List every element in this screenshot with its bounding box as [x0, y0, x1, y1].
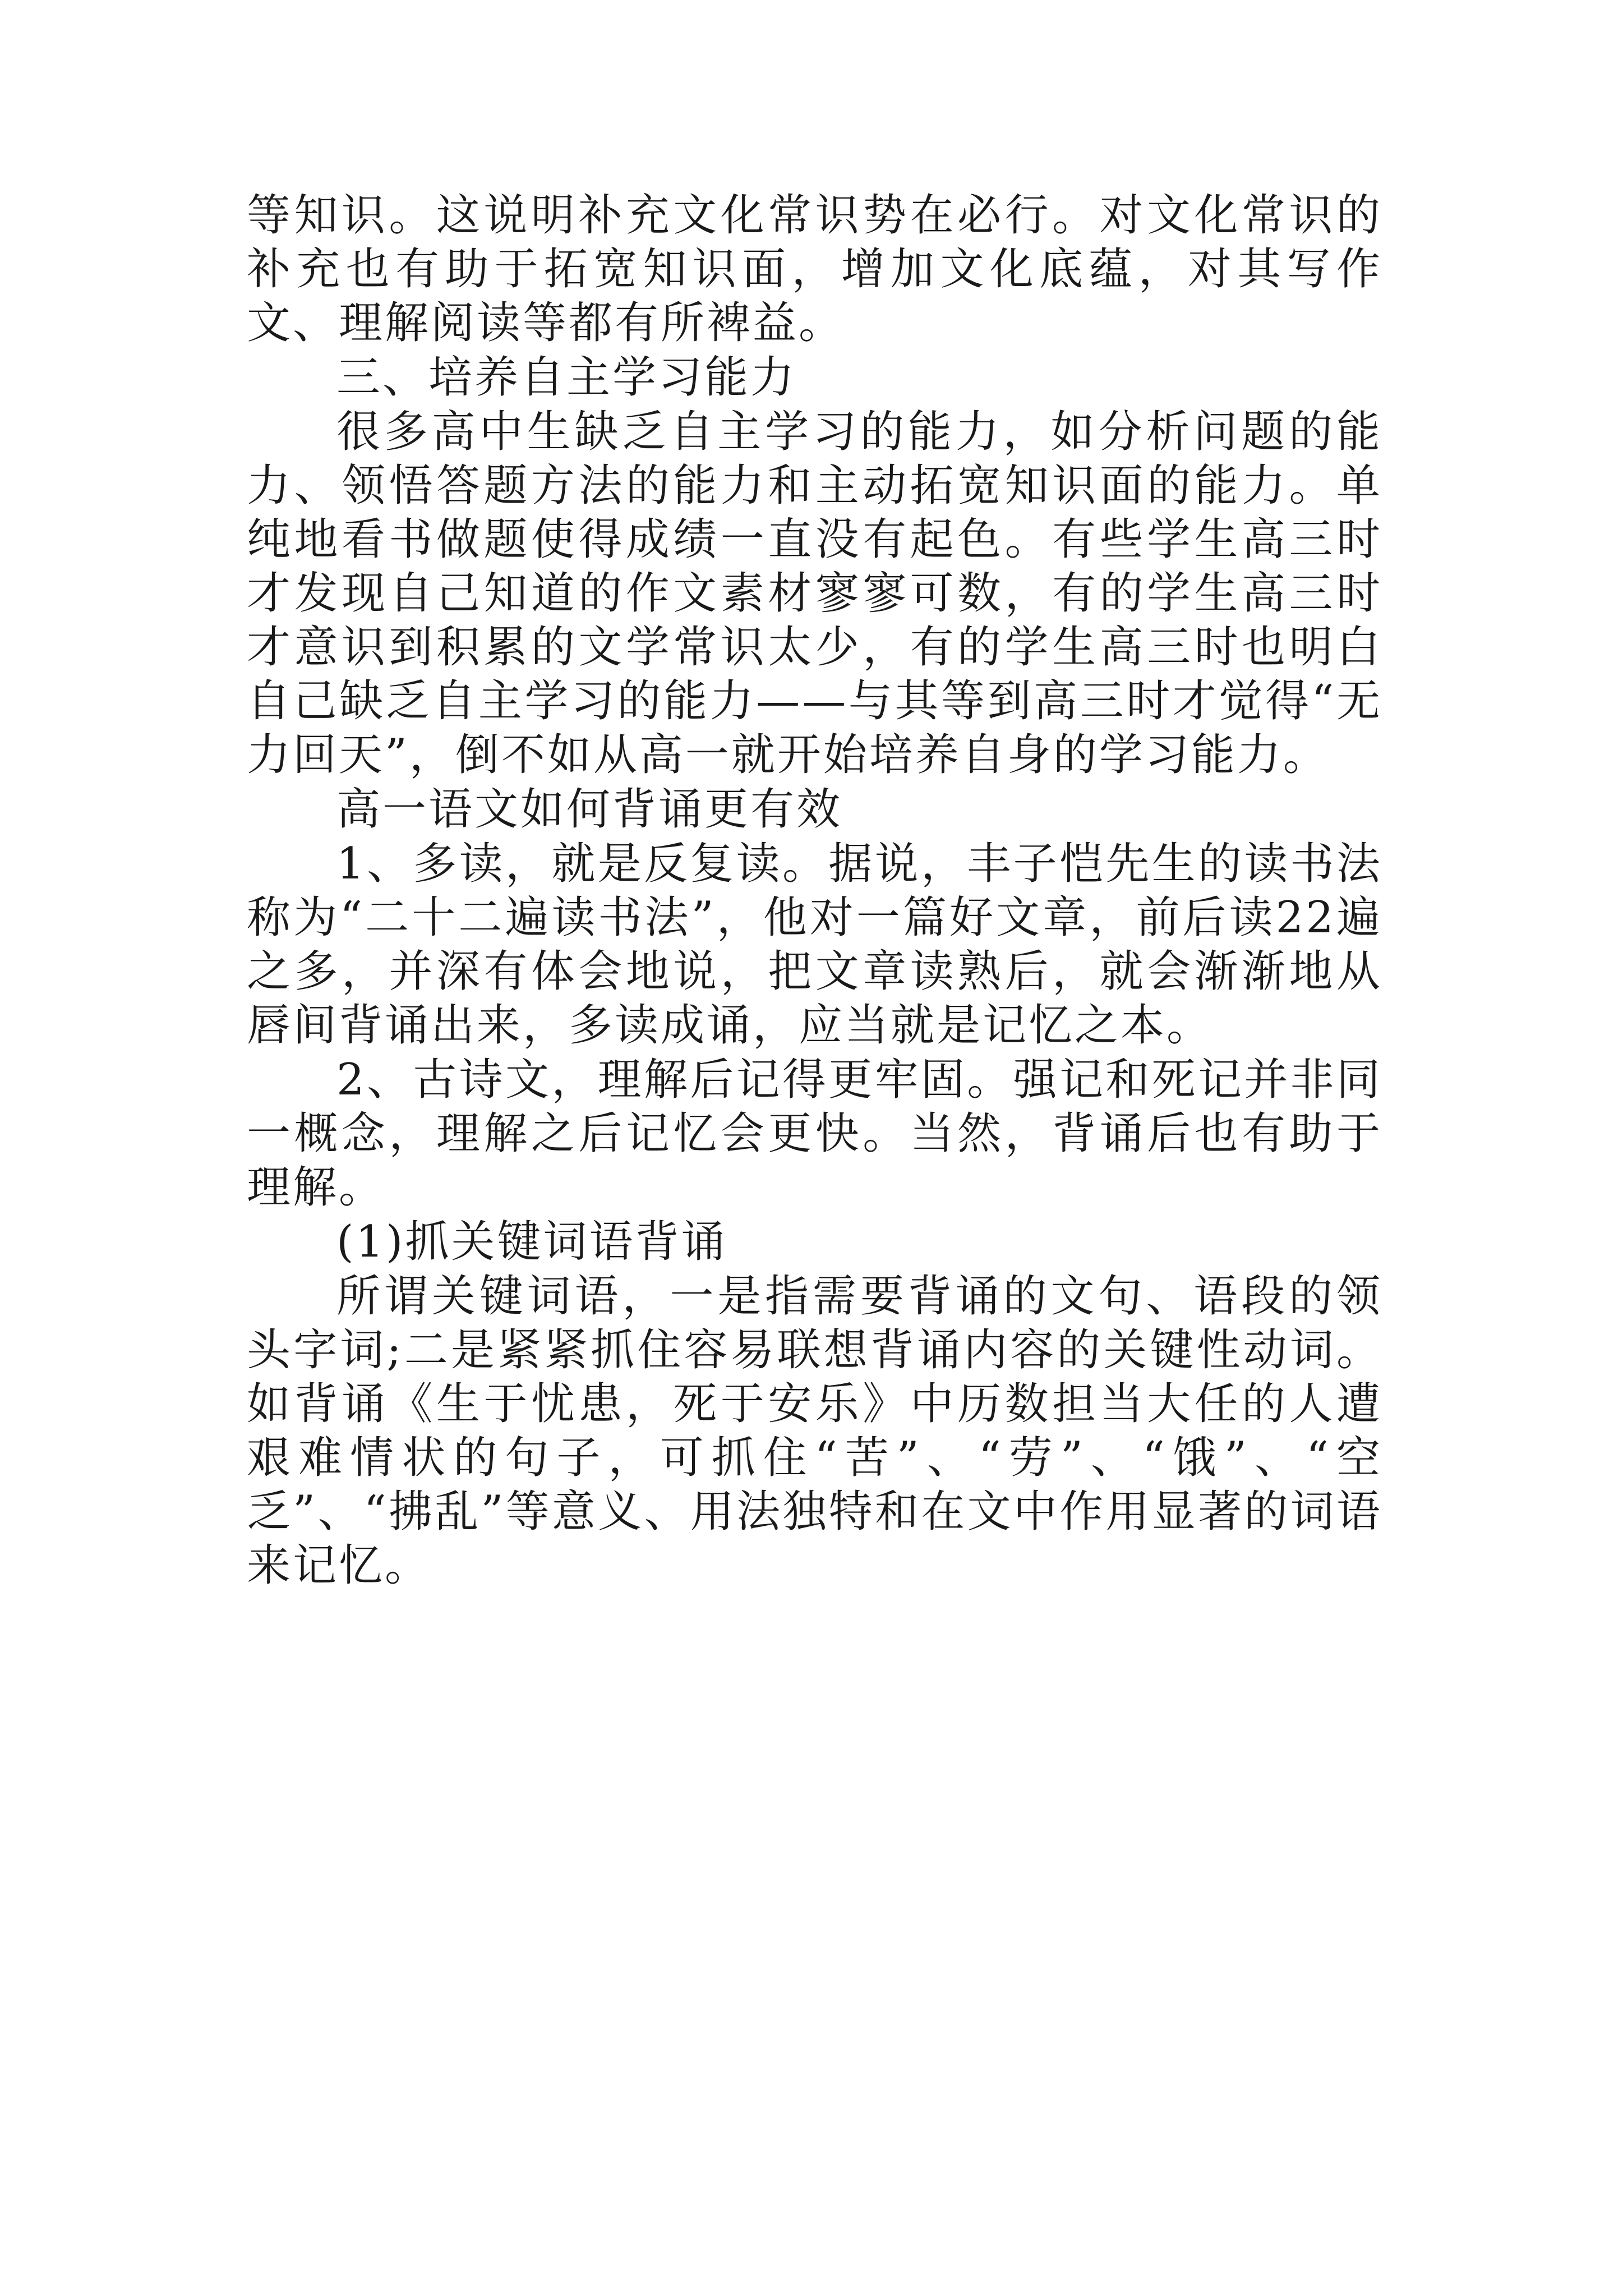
subheading-recitation: 高一语文如何背诵更有效	[336, 784, 843, 835]
paragraph-self-study: 很多高中生缺乏自主学习的能力，如分析问题的能力、领悟答题方法的能力和主动拓宽知识面的能力。单纯地看书做题使得成绩一直没有起色。有些学生高三时才发现自己知道的作文素材寥寥可数，有的学生高三时才意识到积累的文学常识太少，有的学生高三时也明白自己缺乏自主学习的能力——与其等到高三时才觉得“无力回天”，倒不如从高一就开始培养自身的学习能力。	[247, 407, 1382, 780]
document-body	[247, 188, 1382, 1593]
paragraph-continuation: 等知识。这说明补充文化常识势在必行。对文化常识的补充也有助于拓宽知识面，增加文化底蕴，对其写作文、理解阅读等都有所裨益。	[247, 190, 1382, 348]
paragraph-tip-2: 2、古诗文，理解后记得更牢固。强记和死记并非同一概念，理解之后记忆会更快。当然，背诵后也有助于理解。	[247, 1055, 1382, 1213]
paragraph-tip-1: 1、多读，就是反复读。据说，丰子恺先生的读书法称为“二十二遍读书法”，他对一篇好文章，前后读22遍之多，并深有体会地说，把文章读熟后，就会渐渐地从唇间背诵出来，多读成诵，应当就是记忆之本。	[247, 839, 1382, 1051]
section-heading-3: 三、培养自主学习能力	[336, 352, 797, 403]
paragraph-keywords: 所谓关键词语，一是指需要背诵的文句、语段的领头字词;二是紧紧抓住容易联想背诵内容的关键性动词。如背诵《生于忧患，死于安乐》中历数担当大任的人遭艰难情状的句子，可抓住“苦”、“劳”、“饿”、“空乏”、“拂乱”等意义、用法独特和在文中作用显著的词语来记忆。	[247, 1271, 1382, 1591]
subheading-keywords: (1)抓关键词语背诵	[336, 1217, 727, 1267]
